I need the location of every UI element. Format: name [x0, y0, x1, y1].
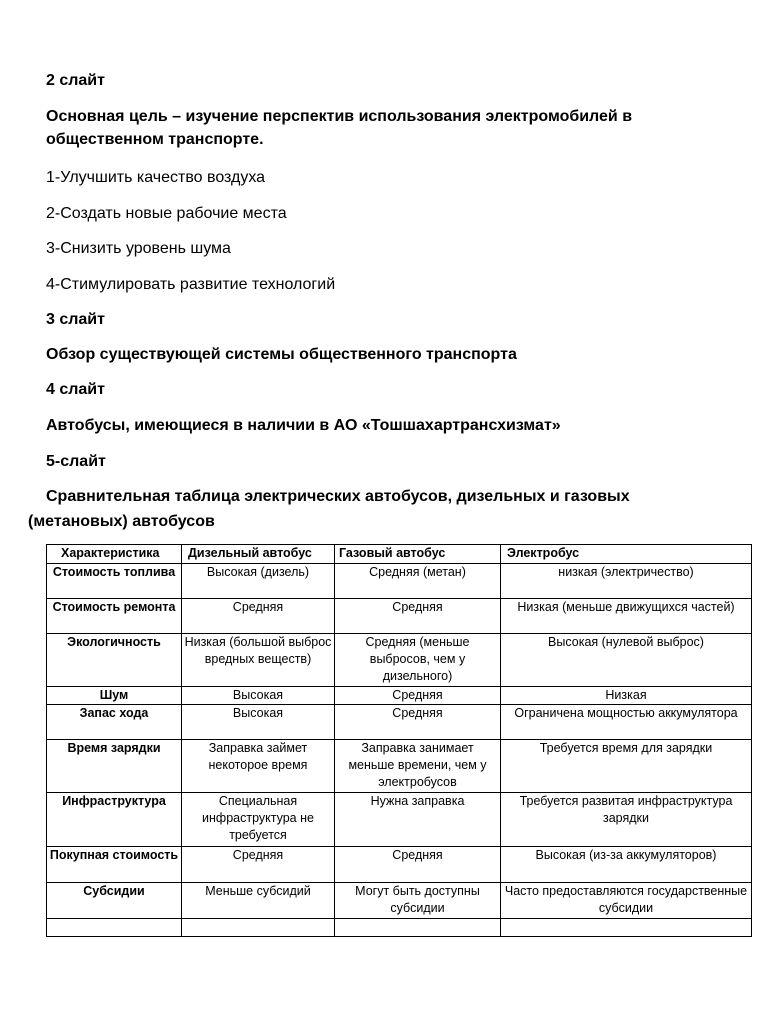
header-cell: Характеристика — [47, 545, 182, 564]
table-cell: Специальная инфраструктура не требуется — [182, 793, 335, 847]
row-label-cell: Субсидии — [47, 883, 182, 919]
slide-4-heading: 4 слайт — [46, 381, 105, 398]
table-cell: Высокая — [182, 705, 335, 740]
table-header-row — [47, 545, 752, 564]
table-title-line-2: (метановых) автобусов — [28, 513, 215, 530]
header-cell: Электробус — [501, 545, 752, 564]
table-cell — [335, 919, 501, 937]
table-title-line-1: Сравнительная таблица электрических автобусов, дизельных и газовых — [46, 488, 630, 505]
row-label-cell: Экологичность — [47, 634, 182, 687]
table-row — [47, 740, 752, 793]
table-cell: Низкая (большой выброс вредных веществ) — [182, 634, 335, 687]
buses-text: Автобусы, имеющиеся в наличии в АО «Тошшахартрансхизмат» — [46, 417, 561, 434]
table-cell: Средняя (метан) — [335, 564, 501, 599]
table-cell: Требуется развитая инфраструктура зарядки — [501, 793, 752, 847]
table-row — [47, 634, 752, 687]
row-label-cell: Стоимость топлива — [47, 564, 182, 599]
table-cell: Средняя — [335, 599, 501, 634]
comparison-table — [46, 544, 752, 937]
table-cell: Низкая (меньше движущихся частей) — [501, 599, 752, 634]
table-cell: Высокая — [182, 687, 335, 705]
table-cell: низкая (электричество) — [501, 564, 752, 599]
table-row — [47, 599, 752, 634]
table-row — [47, 793, 752, 847]
table-cell: Средняя — [335, 847, 501, 883]
table-cell — [182, 919, 335, 937]
table-cell: Высокая (из-за аккумуляторов) — [501, 847, 752, 883]
table-cell: Низкая — [501, 687, 752, 705]
goal-item-1: 1-Улучшить качество воздуха — [46, 169, 266, 186]
table-cell: Часто предоставляются государственные субсидии — [501, 883, 752, 919]
row-label-cell: Шум — [47, 687, 182, 705]
row-label-cell: Инфраструктура — [47, 793, 182, 847]
table-cell: Нужна заправка — [335, 793, 501, 847]
row-label-cell: Покупная стоимость — [47, 847, 182, 883]
table-cell: Высокая (дизель) — [182, 564, 335, 599]
table-row — [47, 919, 752, 937]
header-cell: Газовый автобус — [335, 545, 501, 564]
slide-3-heading: 3 слайт — [46, 311, 105, 328]
table-cell: Заправка займет некоторое время — [182, 740, 335, 793]
table-cell: Требуется время для зарядки — [501, 740, 752, 793]
table-cell: Высокая (нулевой выброс) — [501, 634, 752, 687]
table-row — [47, 564, 752, 599]
slide-5-heading: 5-слайт — [46, 453, 106, 470]
main-goal-text: Основная цель – изучение перспектив использования электромобилей в общественном транспорте. — [46, 108, 633, 148]
table-row — [47, 883, 752, 919]
table-cell: Заправка занимает меньше времени, чем у электробусов — [335, 740, 501, 793]
table-cell: Средняя — [182, 847, 335, 883]
table-cell: Средняя — [182, 599, 335, 634]
header-cell: Дизельный автобус — [182, 545, 335, 564]
table-row — [47, 705, 752, 740]
goal-item-2: 2-Создать новые рабочие места — [46, 205, 287, 222]
row-label-cell — [47, 919, 182, 937]
table-cell: Средняя (меньше выбросов, чем у дизельного) — [335, 634, 501, 687]
row-label-cell: Время зарядки — [47, 740, 182, 793]
table-cell — [501, 919, 752, 937]
table-row — [47, 687, 752, 705]
table-cell: Могут быть доступны субсидии — [335, 883, 501, 919]
goal-item-4: 4-Стимулировать развитие технологий — [46, 276, 336, 293]
slide-2-heading: 2 слайт — [46, 72, 105, 89]
row-label-cell: Стоимость ремонта — [47, 599, 182, 634]
row-label-cell: Запас хода — [47, 705, 182, 740]
overview-text: Обзор существующей системы общественного транспорта — [46, 346, 517, 363]
goal-item-3: 3-Снизить уровень шума — [46, 240, 231, 257]
table-cell: Ограничена мощностью аккумулятора — [501, 705, 752, 740]
table-row — [47, 847, 752, 883]
table-cell: Средняя — [335, 705, 501, 740]
table-cell: Меньше субсидий — [182, 883, 335, 919]
table-cell: Средняя — [335, 687, 501, 705]
